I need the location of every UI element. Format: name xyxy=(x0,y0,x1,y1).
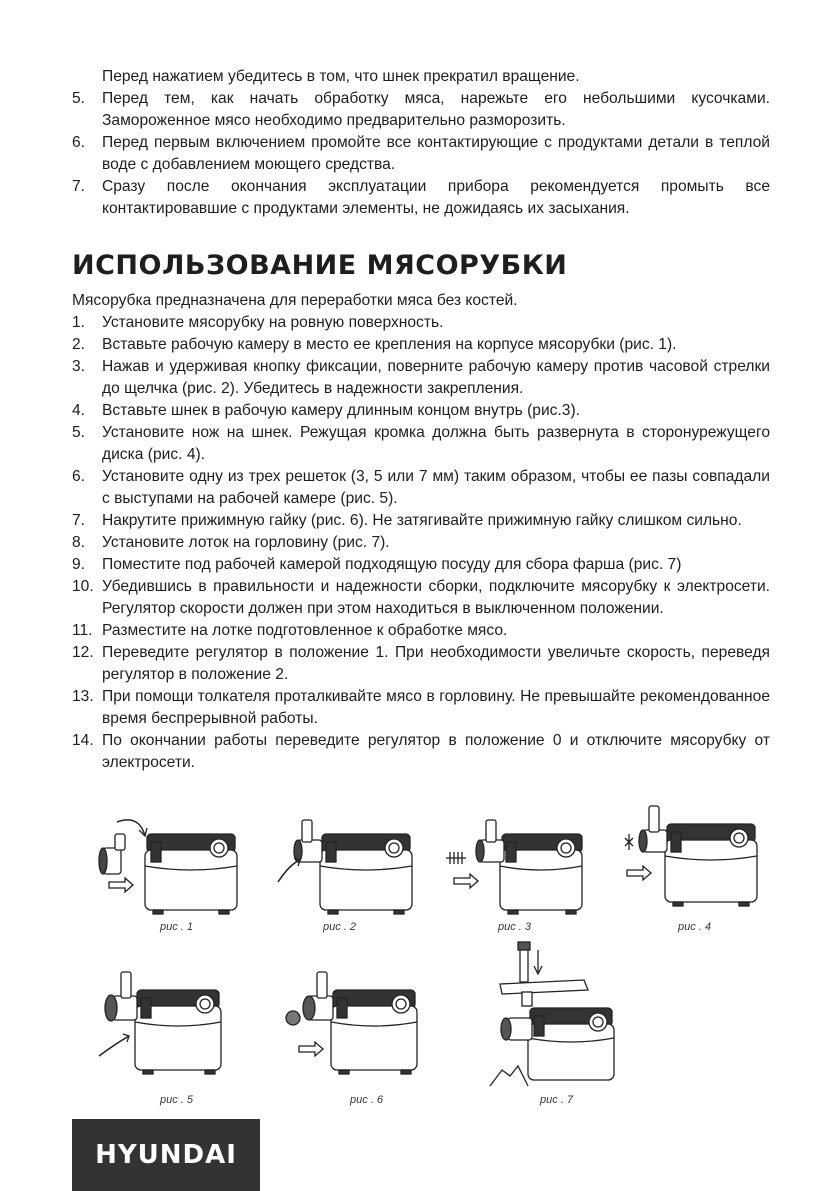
figure-3-caption: рис . 3 xyxy=(498,921,532,933)
item-number: 10. xyxy=(72,578,94,595)
list-item xyxy=(72,132,770,176)
figure-7-illustration xyxy=(488,938,618,1088)
list-item xyxy=(72,620,770,642)
item-text: Вставьте шнек в рабочую камеру длинным концом внутрь (рис.3). xyxy=(102,402,580,419)
list-item xyxy=(72,730,770,774)
figure-5-illustration xyxy=(95,970,225,1085)
item-text: Установите одну из трех решеток (3, 5 или 7 мм) таким образом, чтобы ее пазы совпадали с выступами на рабочей камере (рис. 5). xyxy=(102,468,770,507)
item-text: Перед первым включением промойте все контактирующие с продуктами детали в теплой воде с добавлением моющего средства. xyxy=(102,134,770,173)
item-number: 5. xyxy=(72,90,86,107)
item-text: По окончании работы переведите регулятор в положение 0 и отключите мясорубку от электросети. xyxy=(102,732,770,771)
figure-1-illustration xyxy=(95,812,245,917)
item-text: Разместите на лотке подготовленное к обработке мясо. xyxy=(102,622,508,639)
list-item xyxy=(72,642,770,686)
list-item xyxy=(72,510,770,532)
list-item xyxy=(72,532,770,554)
item-number: 13. xyxy=(72,688,94,705)
item-number: 6. xyxy=(72,468,86,485)
item-text: Нажав и удерживая кнопку фиксации, поверните рабочую камеру против часовой стрелки до щелчка (рис. 2). Убедитесь в надежности закрепления. xyxy=(102,358,770,397)
item-text: Убедившись в правильности и надежности сборки, подключите мясорубку к электросети. Регулятор скорости должен при этом находиться в выключенном положении. xyxy=(102,578,770,617)
item-number: 11. xyxy=(72,622,93,639)
list-item xyxy=(72,312,770,334)
list-item xyxy=(72,334,770,356)
list-item xyxy=(72,686,770,730)
figure-7-caption: рис . 7 xyxy=(540,1094,574,1106)
figure-3-illustration xyxy=(440,812,590,917)
item-number: 5. xyxy=(72,424,86,441)
item-number: 2. xyxy=(72,336,86,353)
item-text: Накрутите прижимную гайку (рис. 6). Не затягивайте прижимную гайку слишком сильно. xyxy=(102,512,742,529)
brand-logo-text: HYUNDAI xyxy=(95,1140,237,1170)
list-item xyxy=(72,356,770,400)
list-item xyxy=(72,466,770,510)
list-item xyxy=(72,88,770,132)
list-continuation: Перед нажатием убедитесь в том, что шнек прекратил вращение. xyxy=(102,68,580,85)
item-number: 6. xyxy=(72,134,86,151)
figure-4-illustration xyxy=(615,800,765,915)
item-text: Сразу после окончания эксплуатации прибора рекомендуется промыть все контактировавшие с продуктами элементы, не дожидаясь их засыхания. xyxy=(102,178,770,217)
item-text: При помощи толкателя проталкивайте мясо в горловину. Не превышайте рекомендованное время беспрерывной работы. xyxy=(102,688,770,727)
section-heading: ИСПОЛЬЗОВАНИЕ МЯСОРУБКИ xyxy=(72,250,568,281)
item-text: Вставьте рабочую камеру в место ее крепления на корпусе мясорубки (рис. 1). xyxy=(102,336,677,353)
figure-2-illustration xyxy=(270,812,420,917)
item-number: 7. xyxy=(72,178,86,195)
list-item xyxy=(72,422,770,466)
brand-logo xyxy=(72,1119,260,1191)
section-intro: Мясорубка предназначена для переработки мяса без костей. xyxy=(72,292,518,309)
item-number: 1. xyxy=(72,314,86,331)
item-text: Перед тем, как начать обработку мяса, нарежьте его небольшими кусочками. Замороженное мясо необходимо предварительно разморозить. xyxy=(102,90,770,129)
item-number: 3. xyxy=(72,358,86,375)
steps-list xyxy=(72,312,770,774)
item-number: 14. xyxy=(72,732,94,749)
item-number: 12. xyxy=(72,644,94,661)
list-item xyxy=(72,576,770,620)
item-text: Установите нож на шнек. Режущая кромка должна быть развернута в сторонурежущего диска (рис. 4). xyxy=(102,424,770,463)
item-text: Переведите регулятор в положение 1. При необходимости увеличьте скорость, переведя регулятор в положение 2. xyxy=(102,644,770,683)
list-item xyxy=(72,400,770,422)
figure-6-illustration xyxy=(285,970,420,1085)
item-text: Поместите под рабочей камерой подходящую посуду для сбора фарша (рис. 7) xyxy=(102,556,682,573)
figure-1-caption: рис . 1 xyxy=(160,921,194,933)
item-number: 7. xyxy=(72,512,86,529)
figure-2-caption: рис . 2 xyxy=(323,921,357,933)
item-text: Установите лоток на горловину (рис. 7). xyxy=(102,534,390,551)
item-number: 8. xyxy=(72,534,86,551)
item-number: 4. xyxy=(72,402,86,419)
figure-4-caption: рис . 4 xyxy=(678,921,712,933)
figure-6-caption: рис . 6 xyxy=(350,1094,384,1106)
top-list xyxy=(72,66,770,220)
list-item xyxy=(72,554,770,576)
item-number: 9. xyxy=(72,556,86,573)
figure-5-caption: рис . 5 xyxy=(160,1094,194,1106)
list-item xyxy=(72,176,770,220)
item-text: Установите мясорубку на ровную поверхность. xyxy=(102,314,444,331)
